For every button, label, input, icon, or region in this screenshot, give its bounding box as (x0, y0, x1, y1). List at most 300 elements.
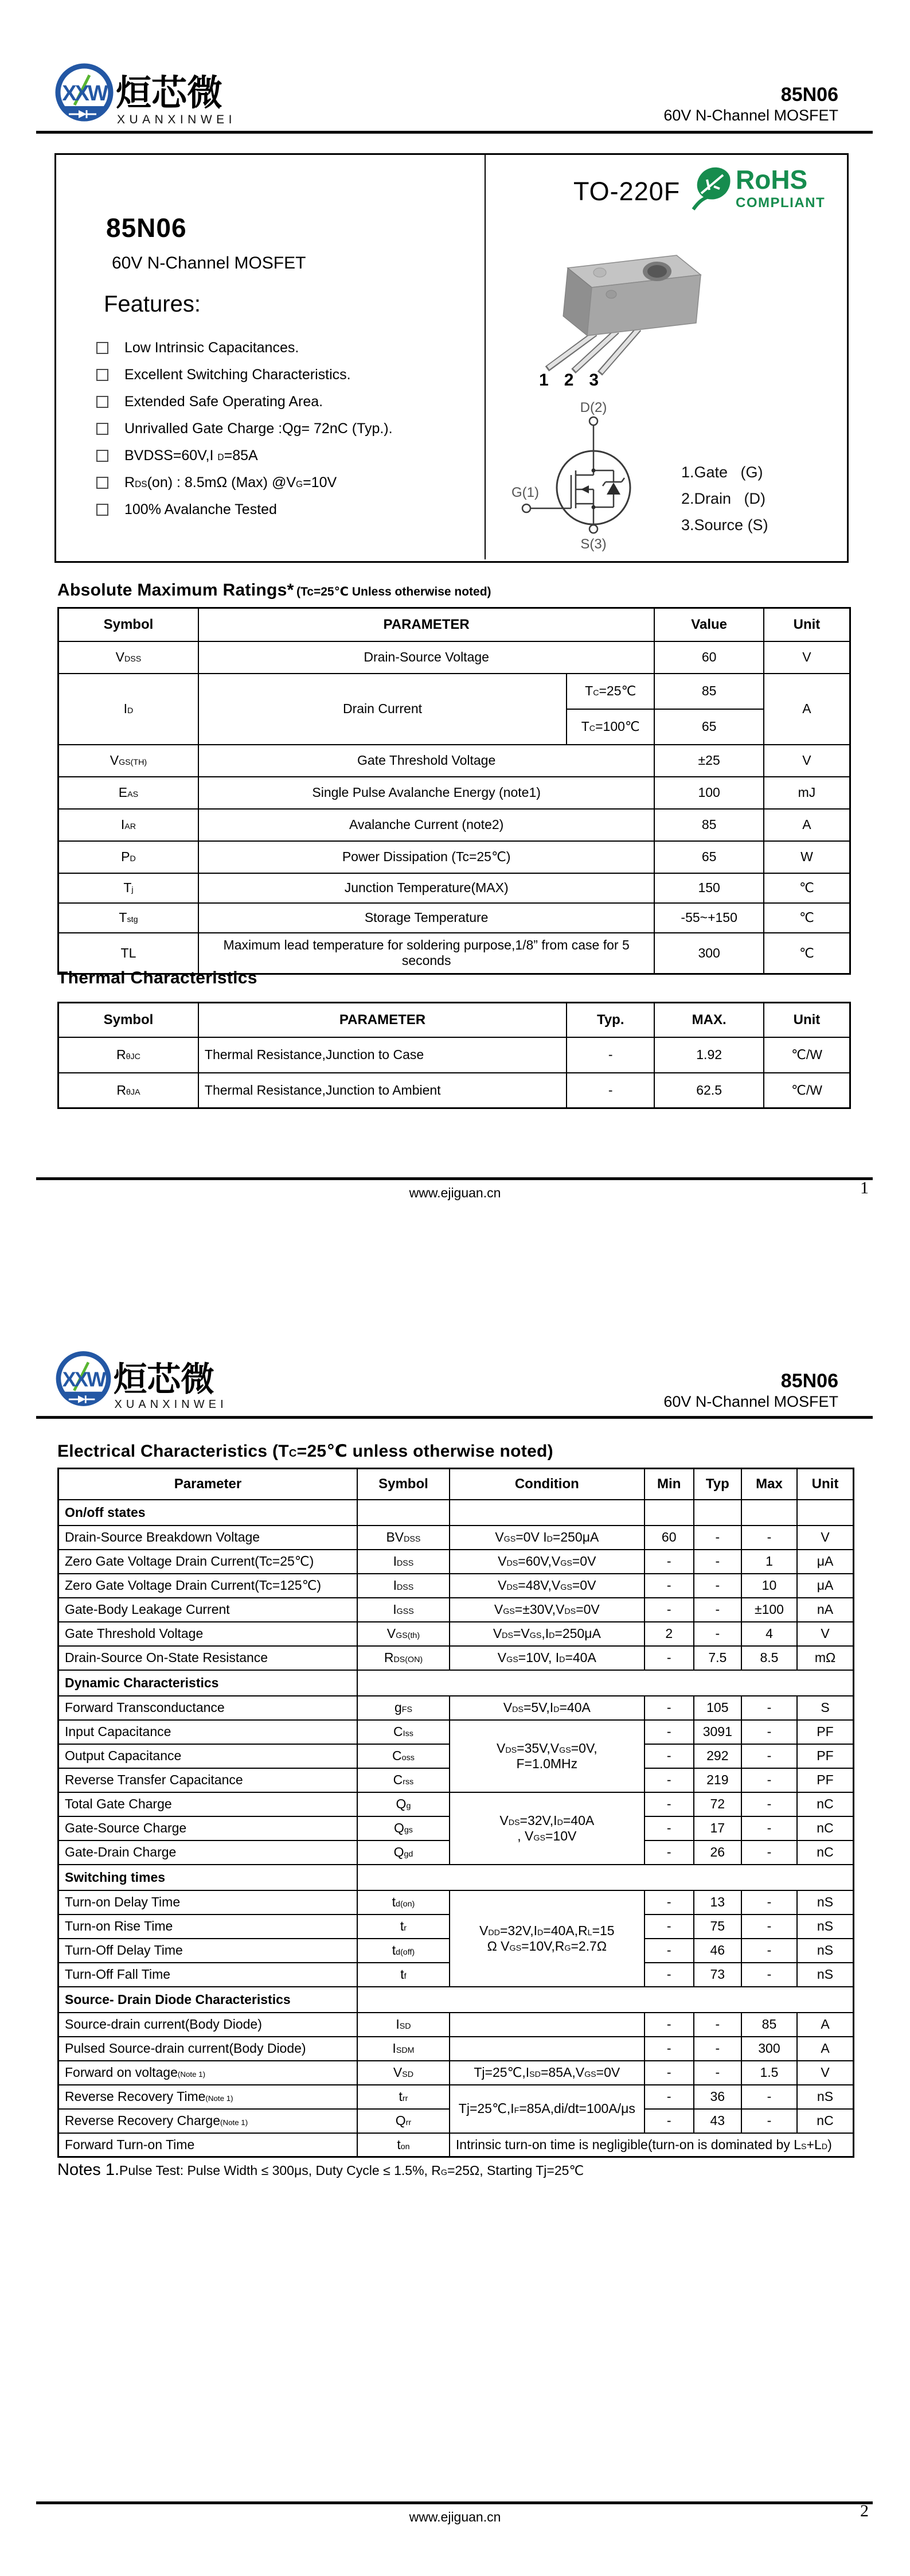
column-header: Symbol (58, 1003, 198, 1037)
table-cell: Drain-Source Voltage (198, 641, 654, 674)
table-cell: Reverse Transfer Capacitance (58, 1768, 358, 1792)
table-cell: Thermal Resistance,Junction to Case (198, 1037, 567, 1073)
table-cell (450, 2013, 645, 2037)
table-cell: - (741, 1768, 797, 1792)
table-cell: Pulsed Source-drain current(Body Diode) (58, 2037, 358, 2061)
table-cell: Turn-Off Fall Time (58, 1963, 358, 1987)
table-cell: Turn-Off Delay Time (58, 1939, 358, 1963)
table-cell: 62.5 (654, 1073, 764, 1108)
table-cell: - (645, 2109, 694, 2133)
table-cell: ℃ (764, 873, 850, 903)
table-cell: Gate-Body Leakage Current (58, 1598, 358, 1622)
header-product-block (663, 1370, 838, 1411)
feature-text: $R_{DS}(on)$ : 8.5mΩ (Max) $@V_G=10V$ (124, 474, 337, 491)
table-cell: V (797, 1622, 854, 1646)
table-row (58, 873, 850, 903)
table-cell: Output Capacitance (58, 1744, 358, 1768)
column-header: PARAMETER (198, 1003, 567, 1037)
brand-logo (52, 59, 249, 137)
table-cell: 85 (654, 809, 764, 841)
header-rule (36, 1416, 873, 1419)
legend-gate: 1.Gate (G) (681, 464, 763, 481)
table-cell: - (694, 1550, 741, 1574)
table-cell: 219 (694, 1768, 741, 1792)
pin-2-label: 2 (564, 371, 574, 390)
table-cell: 36 (694, 2085, 741, 2109)
table-cell: PF (797, 1768, 854, 1792)
table-cell: $t_{d(on)}$ (357, 1890, 450, 1915)
section-header: Dynamic Characteristics (58, 1670, 358, 1696)
table-row (58, 1696, 854, 1720)
table-cell: - (645, 1646, 694, 1670)
table-cell: nS (797, 1915, 854, 1939)
table-cell (450, 2037, 645, 2061)
brand-name-en: XUANXINWEI (114, 1398, 228, 1411)
abs-max-title: Absolute Maximum Ratings* (57, 581, 294, 600)
table-cell: 46 (694, 1939, 741, 1963)
table-cell: 8.5 (741, 1646, 797, 1670)
thermal-title: Thermal Characteristics (57, 968, 257, 987)
table-cell: $g_{FS}$ (357, 1696, 450, 1720)
table-cell: 100 (654, 777, 764, 809)
table-cell: $I_{GSS}$ (357, 1598, 450, 1622)
table-cell: V (797, 2061, 854, 2085)
checkbox-icon (96, 450, 108, 462)
table-cell (450, 1500, 645, 1526)
table-cell: Maximum lead temperature for soldering purpose,1/8” from case for 5 seconds (198, 933, 654, 974)
table-row (58, 1987, 854, 2013)
table-cell: $t_f$ (357, 1963, 450, 1987)
part-title: 85N06 (106, 213, 187, 243)
table-cell: $T_C=100℃$ (567, 709, 654, 745)
brand-name-zh: 烜芯微 (113, 1360, 214, 1398)
table-cell: - (741, 1840, 797, 1865)
table-cell: nS (797, 1963, 854, 1987)
table-cell: $t_{on}$ (357, 2133, 450, 2157)
table-cell: 85 (654, 674, 764, 709)
table-cell: $C_{oss}$ (357, 1744, 450, 1768)
table-cell: - (645, 1792, 694, 1816)
abs-max-title-row (57, 581, 491, 600)
column-header: Typ. (567, 1003, 654, 1037)
table-cell: $R_{\theta JC}$ (58, 1037, 198, 1073)
product-family: 60V N-Channel MOSFET (663, 107, 838, 124)
table-cell: $T_{stg}$ (58, 903, 198, 933)
table-cell: Storage Temperature (198, 903, 654, 933)
checkbox-icon (96, 342, 108, 354)
section-header: Switching times (58, 1865, 358, 1890)
intro-box-divider (485, 153, 486, 559)
table-cell: ℃ (764, 903, 850, 933)
notes-label: Notes 1. (57, 2161, 119, 2179)
table-cell: - (645, 1939, 694, 1963)
table-cell: A (764, 674, 850, 745)
table-row (58, 1469, 854, 1500)
table-cell: $V_{DS}=32V,I_D=40A$ , $V_{GS}=10V$ (450, 1792, 645, 1865)
table-cell: ±100 (741, 1598, 797, 1622)
table-cell: Turn-on Rise Time (58, 1915, 358, 1939)
table-cell: $t_{d(off)}$ (357, 1939, 450, 1963)
table-cell: Gate Threshold Voltage (58, 1622, 358, 1646)
table-cell: - (741, 2085, 797, 2109)
table-cell: - (645, 1890, 694, 1915)
table-cell (357, 1865, 853, 1890)
table-cell: ±25 (654, 745, 764, 777)
table-cell: Junction Temperature(MAX) (198, 873, 654, 903)
section-header: Source- Drain Diode Characteristics (58, 1987, 358, 2013)
table-cell: $V_{DD}=32V,I_D=40A,R_L=15$ Ω $V_{GS}=10V,R_G=2.7\Omega$ (450, 1890, 645, 1987)
table-cell (357, 1670, 853, 1696)
table-cell (797, 1500, 854, 1526)
table-row (58, 2013, 854, 2037)
table-row (58, 1792, 854, 1816)
elec-title: Electrical Characteristics ($T_C=25℃$ unless otherwise noted) (57, 1442, 553, 1461)
rohs-logo (684, 164, 847, 215)
table-cell: 7.5 (694, 1646, 741, 1670)
drain-terminal-label: D(2) (580, 402, 607, 415)
table-cell: Gate-Source Charge (58, 1816, 358, 1840)
table-cell: Intrinsic turn-on time is negligible(turn-on is dominated by $L_S+L_D$) (450, 2133, 854, 2157)
table-cell: 65 (654, 841, 764, 873)
table-row (58, 745, 850, 777)
table-row (58, 841, 850, 873)
notes-text: Pulse Test: Pulse Width ≤ 300μs, Duty Cycle ≤ 1.5%, $R_G=25\Omega$, Starting Tj=25℃ (119, 2163, 584, 2178)
package-name: TO-220F (573, 177, 681, 206)
table-cell: $T_j$ (58, 873, 198, 903)
table-row (58, 1526, 854, 1550)
table-cell: $C_{rss}$ (357, 1768, 450, 1792)
table-cell: Power Dissipation (Tc=25℃) (198, 841, 654, 873)
table-row (58, 641, 850, 674)
feature-text: Excellent Switching Characteristics. (124, 367, 351, 383)
footer-rule (36, 2501, 873, 2504)
features-title: Features: (104, 291, 201, 317)
table-cell: -55~+150 (654, 903, 764, 933)
product-number: 85N06 (780, 84, 838, 106)
table-cell: - (645, 1696, 694, 1720)
table-cell: 300 (654, 933, 764, 974)
table-cell: $Tj=25℃,I_F=85A,di/dt=100A/\mu s$ (450, 2085, 645, 2133)
table-cell: ℃ (764, 933, 850, 974)
table-cell: $V_{DS}=48V,V_{GS}=0V$ (450, 1574, 645, 1598)
table-row (58, 1720, 854, 1744)
table-cell: mΩ (797, 1646, 854, 1670)
checkbox-icon (96, 369, 108, 381)
brand-name-zh: 烜芯微 (116, 73, 223, 113)
table-cell: $V_{DS}=5V,I_D=40A$ (450, 1696, 645, 1720)
table-cell: - (741, 1963, 797, 1987)
table-cell: Input Capacitance (58, 1720, 358, 1744)
footer-site: www.ejiguan.cn (409, 2509, 501, 2524)
table-cell: - (741, 2109, 797, 2133)
table-cell: $V_{GS}=\pm 30V,V_{DS}=0V$ (450, 1598, 645, 1622)
table-row (58, 608, 850, 641)
table-cell: $E_{AS}$ (58, 777, 198, 809)
table-cell: mJ (764, 777, 850, 809)
table-cell: - (645, 2061, 694, 2085)
table-cell: $I_{AR}$ (58, 809, 198, 841)
column-header: Symbol (357, 1469, 450, 1500)
column-header: Condition (450, 1469, 645, 1500)
table-cell: - (741, 1526, 797, 1550)
table-row (58, 2133, 854, 2157)
table-cell: 1 (741, 1550, 797, 1574)
table-cell: - (741, 1939, 797, 1963)
table-cell: S (797, 1696, 854, 1720)
table-cell: $V_{DS}=35V,V_{GS}=0V$, F=1.0MHz (450, 1720, 645, 1792)
table-cell: 292 (694, 1744, 741, 1768)
feature-text: Extended Safe Operating Area. (124, 394, 323, 410)
table-cell: PF (797, 1720, 854, 1744)
table-cell: $V_{GS(TH)}$ (58, 745, 198, 777)
table-cell: 75 (694, 1915, 741, 1939)
table-row (58, 2085, 854, 2109)
table-cell: Zero Gate Voltage Drain Current(Tc=25℃) (58, 1550, 358, 1574)
table-cell: A (797, 2037, 854, 2061)
footer-site: www.ejiguan.cn (409, 1185, 501, 1200)
table-cell: $I_{SD}$ (357, 2013, 450, 2037)
part-family: 60V N-Channel MOSFET (112, 254, 306, 273)
table-cell (357, 1987, 853, 2013)
column-header: Value (654, 608, 764, 641)
feature-item (96, 448, 258, 464)
table-cell: 17 (694, 1816, 741, 1840)
table-row (58, 2061, 854, 2085)
table-cell: - (645, 1720, 694, 1744)
pin-numbers (539, 371, 614, 390)
table-cell: A (764, 809, 850, 841)
notes-row (57, 2161, 584, 2180)
table-row (58, 674, 850, 709)
legend-drain: 2.Drain (D) (681, 490, 766, 507)
table-cell: 85 (741, 2013, 797, 2037)
table-row (58, 1670, 854, 1696)
table-cell: - (741, 1720, 797, 1744)
column-header: Symbol (58, 608, 198, 641)
column-header: Unit (764, 608, 850, 641)
feature-item (96, 340, 299, 356)
product-family: 60V N-Channel MOSFET (663, 1393, 838, 1410)
table-cell: $V_{GS}=10V$, $I_D=40A$ (450, 1646, 645, 1670)
table-cell: 43 (694, 2109, 741, 2133)
table-row (58, 1646, 854, 1670)
column-header: Unit (764, 1003, 850, 1037)
table-cell: nS (797, 1890, 854, 1915)
table-row (58, 1574, 854, 1598)
table-cell: Reverse Recovery Time$^{(Note 1)}$ (58, 2085, 358, 2109)
table-cell: $I_D$ (58, 674, 198, 745)
table-cell: Zero Gate Voltage Drain Current(Tc=125℃) (58, 1574, 358, 1598)
table-cell: - (694, 2061, 741, 2085)
header-product-block (663, 84, 838, 125)
table-cell: nA (797, 1598, 854, 1622)
feature-text: Low Intrinsic Capacitances. (124, 340, 299, 356)
table-cell: Forward on voltage$^{(Note 1)}$ (58, 2061, 358, 2085)
pin-legend (681, 459, 768, 538)
page-number: 2 (860, 2501, 869, 2520)
table-cell: V (797, 1526, 854, 1550)
table-cell: 65 (654, 709, 764, 745)
table-cell: $V_{GS}=0V$ $I_D=250\mu A$ (450, 1526, 645, 1550)
section-header: On/off states (58, 1500, 358, 1526)
table-cell: 300 (741, 2037, 797, 2061)
table-cell: Gate Threshold Voltage (198, 745, 654, 777)
table-cell: $C_{Iss}$ (357, 1720, 450, 1744)
column-header: Typ (694, 1469, 741, 1500)
table-cell: 10 (741, 1574, 797, 1598)
feature-text: BVDSS=60V,I $_D$=85A (124, 448, 258, 464)
table-cell: - (645, 1915, 694, 1939)
table-cell: 105 (694, 1696, 741, 1720)
table-cell: 3091 (694, 1720, 741, 1744)
feature-text: Unrivalled Gate Charge :Qg= 72nC (Typ.). (124, 421, 393, 437)
checkbox-icon (96, 396, 108, 408)
table-cell: - (645, 1744, 694, 1768)
table-cell: $Q_{gd}$ (357, 1840, 450, 1865)
column-header: PARAMETER (198, 608, 654, 641)
table-cell: $R_{\theta JA}$ (58, 1073, 198, 1108)
table-cell: - (741, 1816, 797, 1840)
table-cell: - (645, 1963, 694, 1987)
table-cell: 13 (694, 1890, 741, 1915)
table-cell: $V_{SD}$ (357, 2061, 450, 2085)
table-cell: nC (797, 1816, 854, 1840)
product-number: 85N06 (780, 1370, 838, 1392)
thermal-table (57, 1002, 851, 1109)
table-cell: Drain-Source On-State Resistance (58, 1646, 358, 1670)
brand-logo (52, 1347, 241, 1421)
table-cell: - (645, 2013, 694, 2037)
source-terminal-label: S(3) (580, 536, 607, 552)
table-row (58, 1890, 854, 1915)
table-cell: W (764, 841, 850, 873)
table-cell: - (694, 1598, 741, 1622)
brand-name-en: XUANXINWEI (117, 113, 237, 126)
gate-terminal-label: G(1) (511, 485, 539, 500)
table-row (58, 1500, 854, 1526)
table-cell: Thermal Resistance,Junction to Ambient (198, 1073, 567, 1108)
table-cell: 150 (654, 873, 764, 903)
table-cell: - (645, 1574, 694, 1598)
table-cell: $t_{rr}$ (357, 2085, 450, 2109)
table-cell (741, 1500, 797, 1526)
column-header: Parameter (58, 1469, 358, 1500)
table-cell: - (741, 1696, 797, 1720)
table-row (58, 1598, 854, 1622)
table-cell: $Q_g$ (357, 1792, 450, 1816)
mosfet-schematic (505, 402, 694, 559)
table-cell: μA (797, 1550, 854, 1574)
pin-3-label: 3 (589, 371, 599, 390)
table-cell: $V_{DS}=V_{GS},I_D=250\mu A$ (450, 1622, 645, 1646)
table-cell: $V_{GS(th)}$ (357, 1622, 450, 1646)
table-cell: Forward Turn-on Time (58, 2133, 358, 2157)
feature-item (96, 394, 323, 410)
table-row (58, 903, 850, 933)
table-row (58, 2037, 854, 2061)
table-cell: $V_{DSS}$ (58, 641, 198, 674)
feature-item (96, 501, 277, 518)
header-rule (36, 131, 873, 134)
table-cell: A (797, 2013, 854, 2037)
table-cell (694, 1500, 741, 1526)
footer-rule (36, 1177, 873, 1180)
logo-mark: XXW (62, 81, 107, 106)
table-cell: V (764, 745, 850, 777)
table-cell: 73 (694, 1963, 741, 1987)
table-cell: 2 (645, 1622, 694, 1646)
table-cell: - (741, 1744, 797, 1768)
table-cell: ℃/W (764, 1037, 850, 1073)
table-row (58, 777, 850, 809)
table-cell: - (694, 1574, 741, 1598)
table-cell: - (741, 1792, 797, 1816)
table-cell: 60 (654, 641, 764, 674)
table-cell: - (645, 1816, 694, 1840)
package-image (487, 238, 734, 376)
table-cell: $I_{SDM}$ (357, 2037, 450, 2061)
table-cell: 4 (741, 1622, 797, 1646)
table-row (58, 1622, 854, 1646)
table-cell: - (645, 2037, 694, 2061)
table-cell: $Q_{rr}$ (357, 2109, 450, 2133)
table-cell: - (741, 1890, 797, 1915)
feature-item (96, 367, 351, 383)
table-cell: 1.92 (654, 1037, 764, 1073)
table-row (58, 1003, 850, 1037)
table-cell: Gate-Drain Charge (58, 1840, 358, 1865)
table-cell: $V_{DS}=60V,V_{GS}=0V$ (450, 1550, 645, 1574)
table-row (58, 1073, 850, 1108)
page-number: 1 (860, 1178, 869, 1197)
table-row (58, 1865, 854, 1890)
table-cell: $Q_{gs}$ (357, 1816, 450, 1840)
table-cell: Avalanche Current (note2) (198, 809, 654, 841)
legend-source: 3.Source (S) (681, 516, 768, 534)
pin-1-label: 1 (539, 371, 549, 390)
feature-text: 100% Avalanche Tested (124, 501, 277, 517)
rohs-compliant-text: COMPLIANT (736, 195, 826, 211)
table-cell: Turn-on Delay Time (58, 1890, 358, 1915)
column-header: Max (741, 1469, 797, 1500)
rohs-text: RoHS (736, 165, 808, 194)
table-cell: - (645, 1840, 694, 1865)
table-cell: V (764, 641, 850, 674)
table-cell: - (645, 1598, 694, 1622)
table-cell: $I_{DSS}$ (357, 1550, 450, 1574)
feature-item (96, 421, 393, 437)
table-row (58, 933, 850, 974)
table-cell: 72 (694, 1792, 741, 1816)
table-cell: 1.5 (741, 2061, 797, 2085)
table-cell: - (567, 1073, 654, 1108)
table-cell: - (694, 1622, 741, 1646)
table-cell: μA (797, 1574, 854, 1598)
abs-max-table (57, 607, 851, 975)
table-cell: $R_{DS(ON)}$ (357, 1646, 450, 1670)
table-row (58, 1037, 850, 1073)
logo-mark: XXW (62, 1367, 105, 1391)
table-cell: $Tj=25℃,I_{SD}=85A,V_{GS}=0V$ (450, 2061, 645, 2085)
table-cell: nC (797, 1840, 854, 1865)
table-cell: - (694, 1526, 741, 1550)
table-cell: Reverse Recovery Charge$^{(Note 1)}$ (58, 2109, 358, 2133)
table-cell: - (645, 1768, 694, 1792)
table-cell: $BV_{DSS}$ (357, 1526, 450, 1550)
abs-max-note: (Tc=25℃ Unless otherwise noted) (296, 585, 491, 598)
table-cell (357, 1500, 450, 1526)
table-cell: Forward Transconductance (58, 1696, 358, 1720)
